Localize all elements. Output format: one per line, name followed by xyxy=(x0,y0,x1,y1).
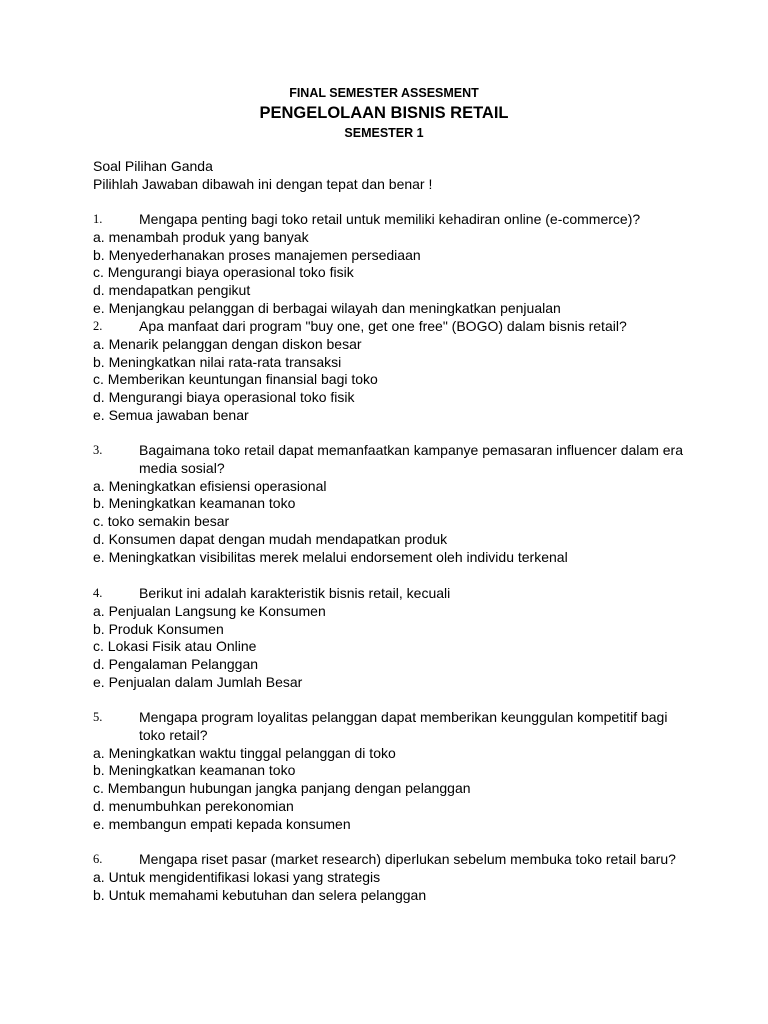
question-6 xyxy=(93,851,683,904)
option-b: b. Meningkatkan keamanan toko xyxy=(93,762,296,779)
question-stem xyxy=(93,318,683,336)
option-b: b. Meningkatkan nilai rata-rata transaksi xyxy=(93,353,342,370)
option-a: a. Meningkatkan waktu tinggal pelanggan di toko xyxy=(93,744,396,761)
option-a: a. Untuk mengidentifikasi lokasi yang strategis xyxy=(93,868,381,885)
option-d: d. menumbuhkan perekonomian xyxy=(93,797,294,814)
question-text: Berikut ini adalah karakteristik bisnis retail, kecuali xyxy=(139,585,451,601)
option-d: d. Konsumen dapat dengan mudah mendapatkan produk xyxy=(93,530,448,547)
question-stem xyxy=(93,851,683,869)
question-text: Mengapa riset pasar (market research) diperlukan sebelum membuka toko retail baru? xyxy=(139,851,676,867)
option-c: c. toko semakin besar xyxy=(93,513,230,530)
section-heading: Soal Pilihan Ganda xyxy=(93,158,213,174)
option-e: e. Menjangkau pelanggan di berbagai wilayah dan meningkatkan penjualan xyxy=(93,299,561,316)
option-e: e. Penjualan dalam Jumlah Besar xyxy=(93,673,303,690)
option-b: b. Untuk memahami kebutuhan dan selera pelanggan xyxy=(93,886,427,903)
question-number: 2. xyxy=(93,319,103,333)
question-text: Apa manfaat dari program "buy one, get one free" (BOGO) dalam bisnis retail? xyxy=(139,318,627,334)
question-number: 1. xyxy=(93,212,103,226)
option-d: d. Pengalaman Pelanggan xyxy=(93,656,259,673)
question-stem xyxy=(93,585,683,603)
question-number: 6. xyxy=(93,852,103,866)
question-text: Bagaimana toko retail dapat memanfaatkan kampanye pemasaran influencer dalam era media sosial? xyxy=(139,442,683,476)
question-3 xyxy=(93,442,683,567)
semester-label: SEMESTER 1 xyxy=(344,126,424,140)
question-text: Mengapa program loyalitas pelanggan dapat memberikan keunggulan kompetitif bagi toko retail? xyxy=(139,709,668,743)
option-b: b. Menyederhanakan proses manajemen persediaan xyxy=(93,246,421,263)
question-2 xyxy=(93,318,683,425)
option-c: c. Mengurangi biaya operasional toko fisik xyxy=(93,264,354,281)
option-c: c. Memberikan keuntungan finansial bagi toko xyxy=(93,371,378,388)
question-stem xyxy=(93,709,683,745)
option-d: d. mendapatkan pengikut xyxy=(93,282,251,299)
instructions: Pilihlah Jawaban dibawah ini dengan tepat dan benar ! xyxy=(93,176,433,192)
question-4 xyxy=(93,585,683,692)
question-1 xyxy=(93,211,683,318)
question-number: 5. xyxy=(93,710,103,724)
option-e: e. Semua jawaban benar xyxy=(93,406,249,423)
subject-title: PENGELOLAAN BISNIS RETAIL xyxy=(259,104,509,122)
question-5 xyxy=(93,709,683,834)
question-number: 4. xyxy=(93,586,103,600)
option-e: e. Meningkatkan visibilitas merek melalui endorsement oleh individu terkenal xyxy=(93,548,568,565)
option-a: a. menambah produk yang banyak xyxy=(93,228,309,245)
option-a: a. Meningkatkan efisiensi operasional xyxy=(93,477,327,494)
question-stem xyxy=(93,442,683,478)
option-c: c. Membangun hubungan jangka panjang dengan pelanggan xyxy=(93,780,471,797)
question-stem xyxy=(93,211,683,229)
exam-title: FINAL SEMESTER ASSESMENT xyxy=(289,86,479,100)
option-b: b. Produk Konsumen xyxy=(93,620,224,637)
option-a: a. Penjualan Langsung ke Konsumen xyxy=(93,602,326,619)
option-c: c. Lokasi Fisik atau Online xyxy=(93,638,257,655)
question-text: Mengapa penting bagi toko retail untuk memiliki kehadiran online (e-commerce)? xyxy=(139,211,641,227)
option-e: e. membangun empati kepada konsumen xyxy=(93,815,351,832)
option-a: a. Menarik pelanggan dengan diskon besar xyxy=(93,335,362,352)
option-b: b. Meningkatkan keamanan toko xyxy=(93,495,296,512)
option-d: d. Mengurangi biaya operasional toko fisik xyxy=(93,389,355,406)
question-number: 3. xyxy=(93,443,103,457)
